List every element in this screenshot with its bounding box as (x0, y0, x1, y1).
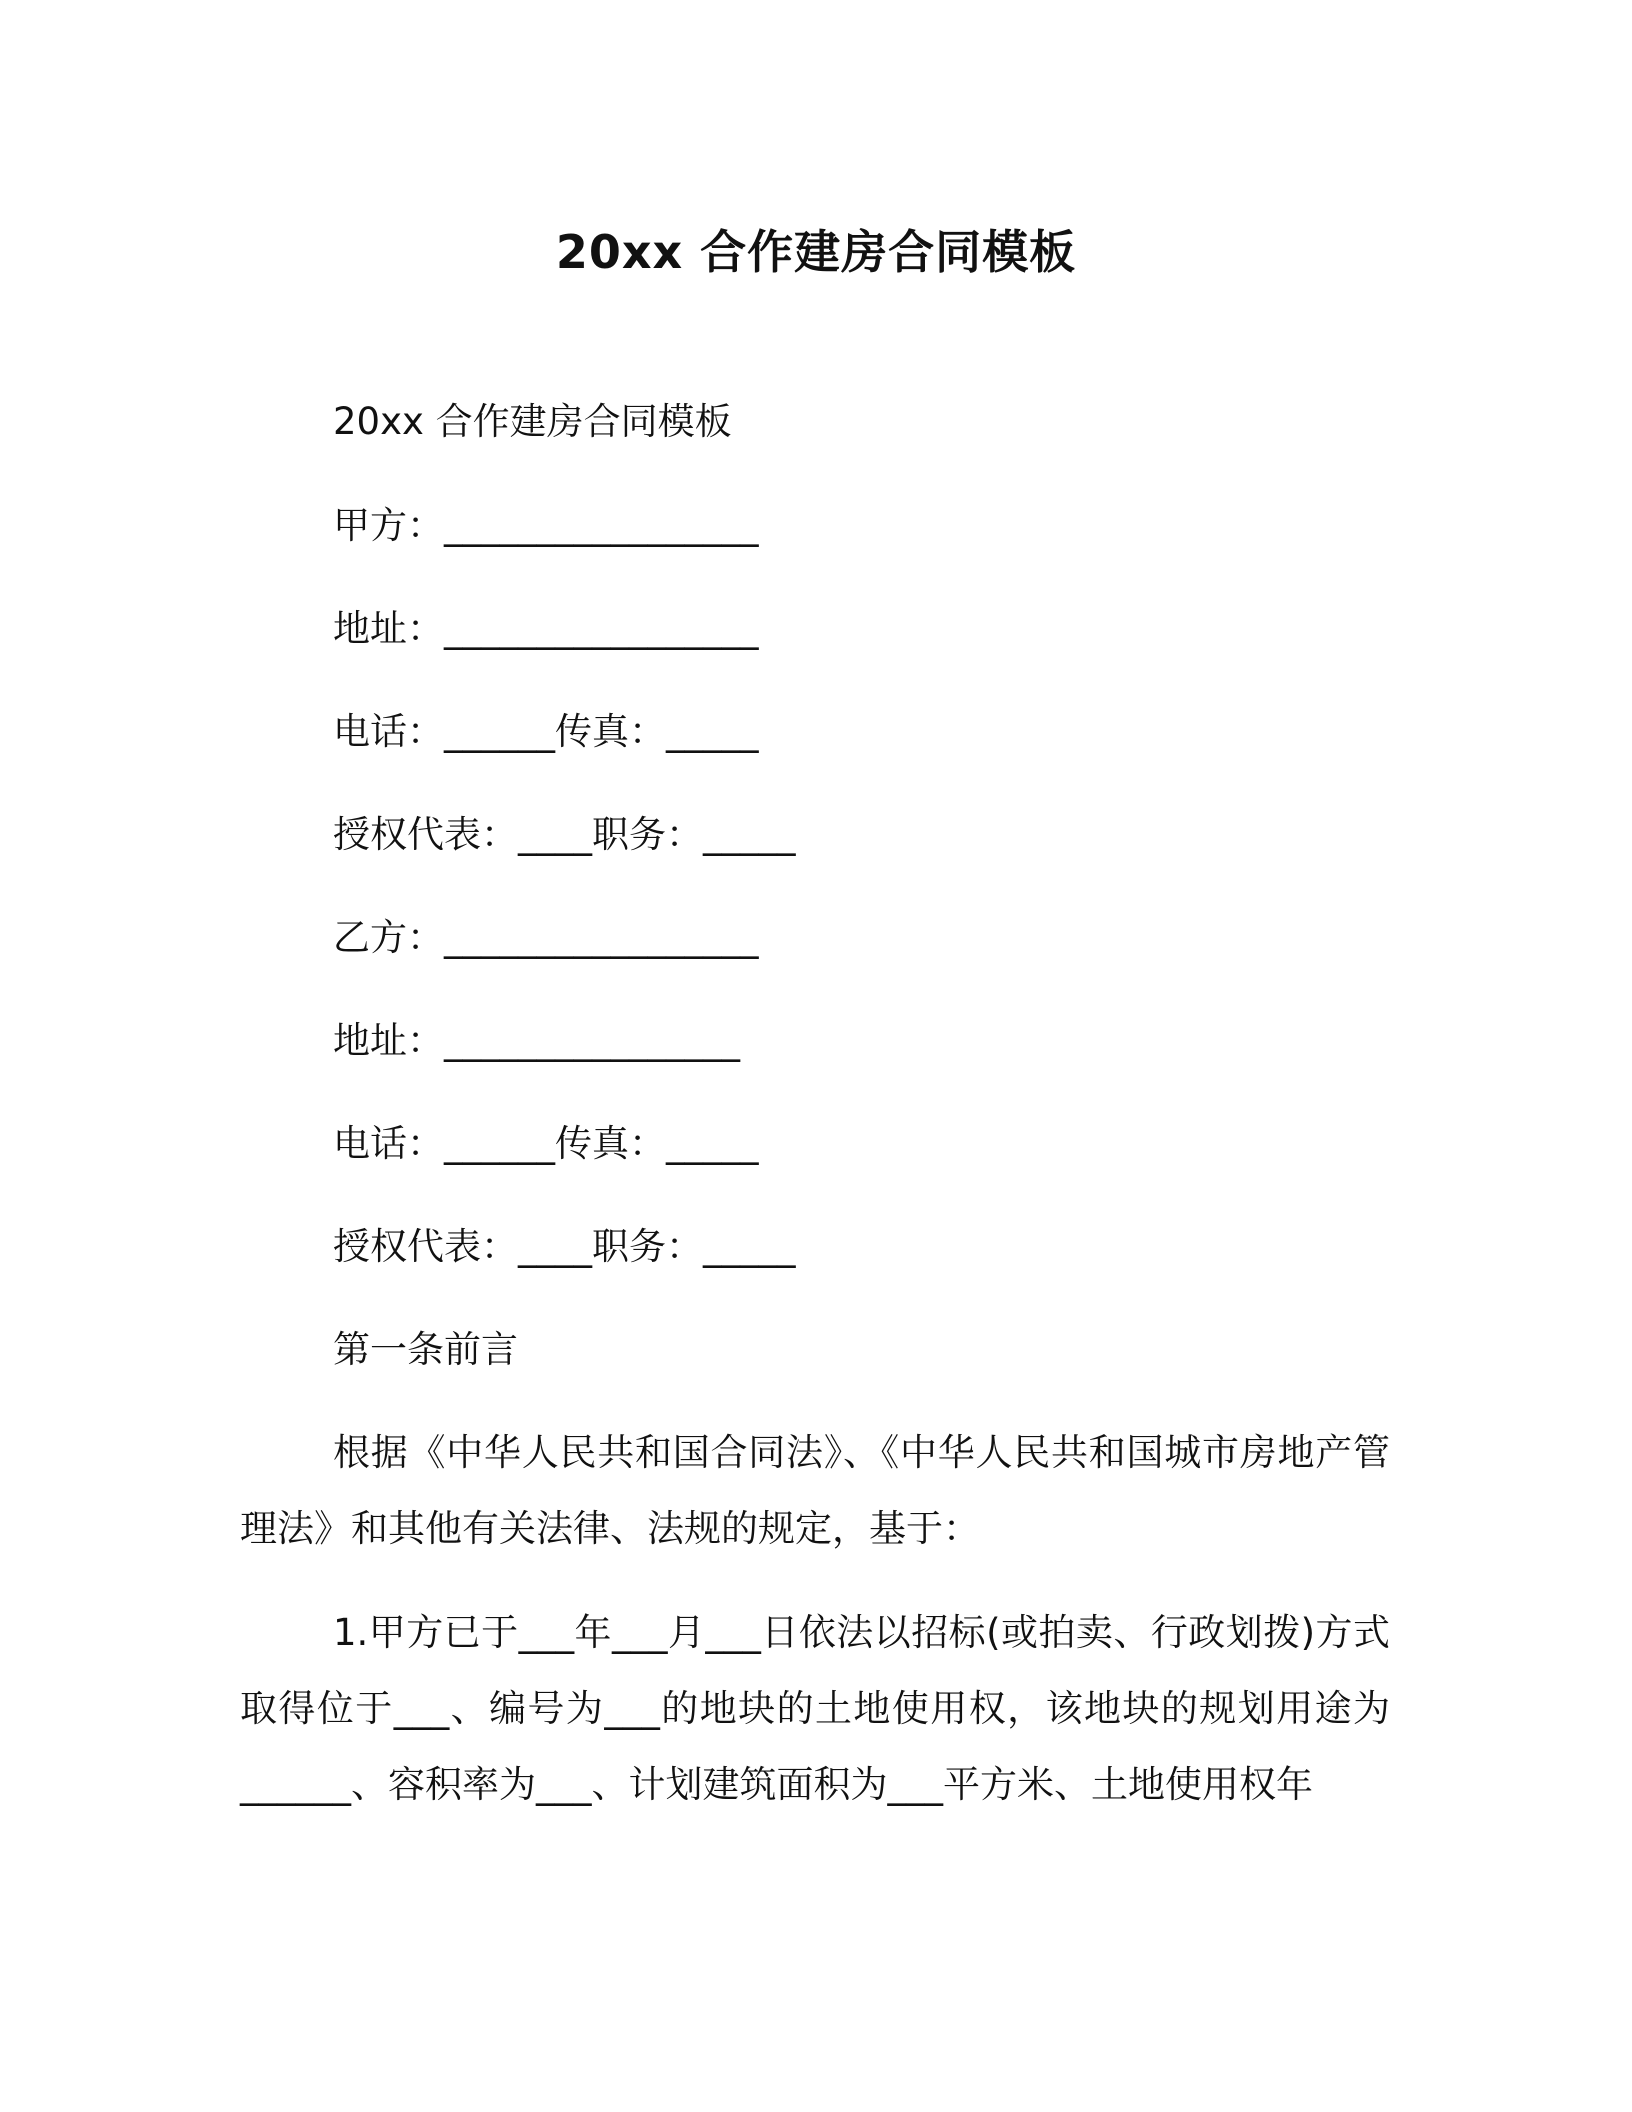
party-a-name: 甲方：_________________ (333, 504, 759, 547)
preamble-paragraph: 根据《中华人民共和国合同法》、《中华人民共和国城市房地产管理法》和其他有关法律、法规的规定，基于： (240, 1431, 1390, 1550)
document-title: 20xx 合作建房合同模板 (555, 225, 1077, 279)
party-a-representative: 授权代表：____职务：_____ (333, 813, 796, 856)
party-b-name: 乙方：_________________ (333, 916, 759, 959)
document-subtitle: 20xx 合作建房合同模板 (333, 400, 732, 443)
party-b-address: 地址：________________ (333, 1019, 740, 1062)
party-a-address: 地址：_________________ (333, 607, 759, 650)
party-a-contact: 电话：______传真：_____ (333, 710, 759, 753)
party-b-contact: 电话：______传真：_____ (333, 1122, 759, 1165)
party-b-representative: 授权代表：____职务：_____ (333, 1225, 796, 1268)
clause-1-paragraph: 1.甲方已于___年___月___日依法以招标(或拍卖、行政划拨)方式取得位于___、编号为___的地块的土地使用权，该地块的规划用途为______、容积率为___、计划建筑面积为___平方米、土地使用权年 (240, 1611, 1390, 1806)
article-1-heading: 第一条前言 (333, 1328, 518, 1371)
